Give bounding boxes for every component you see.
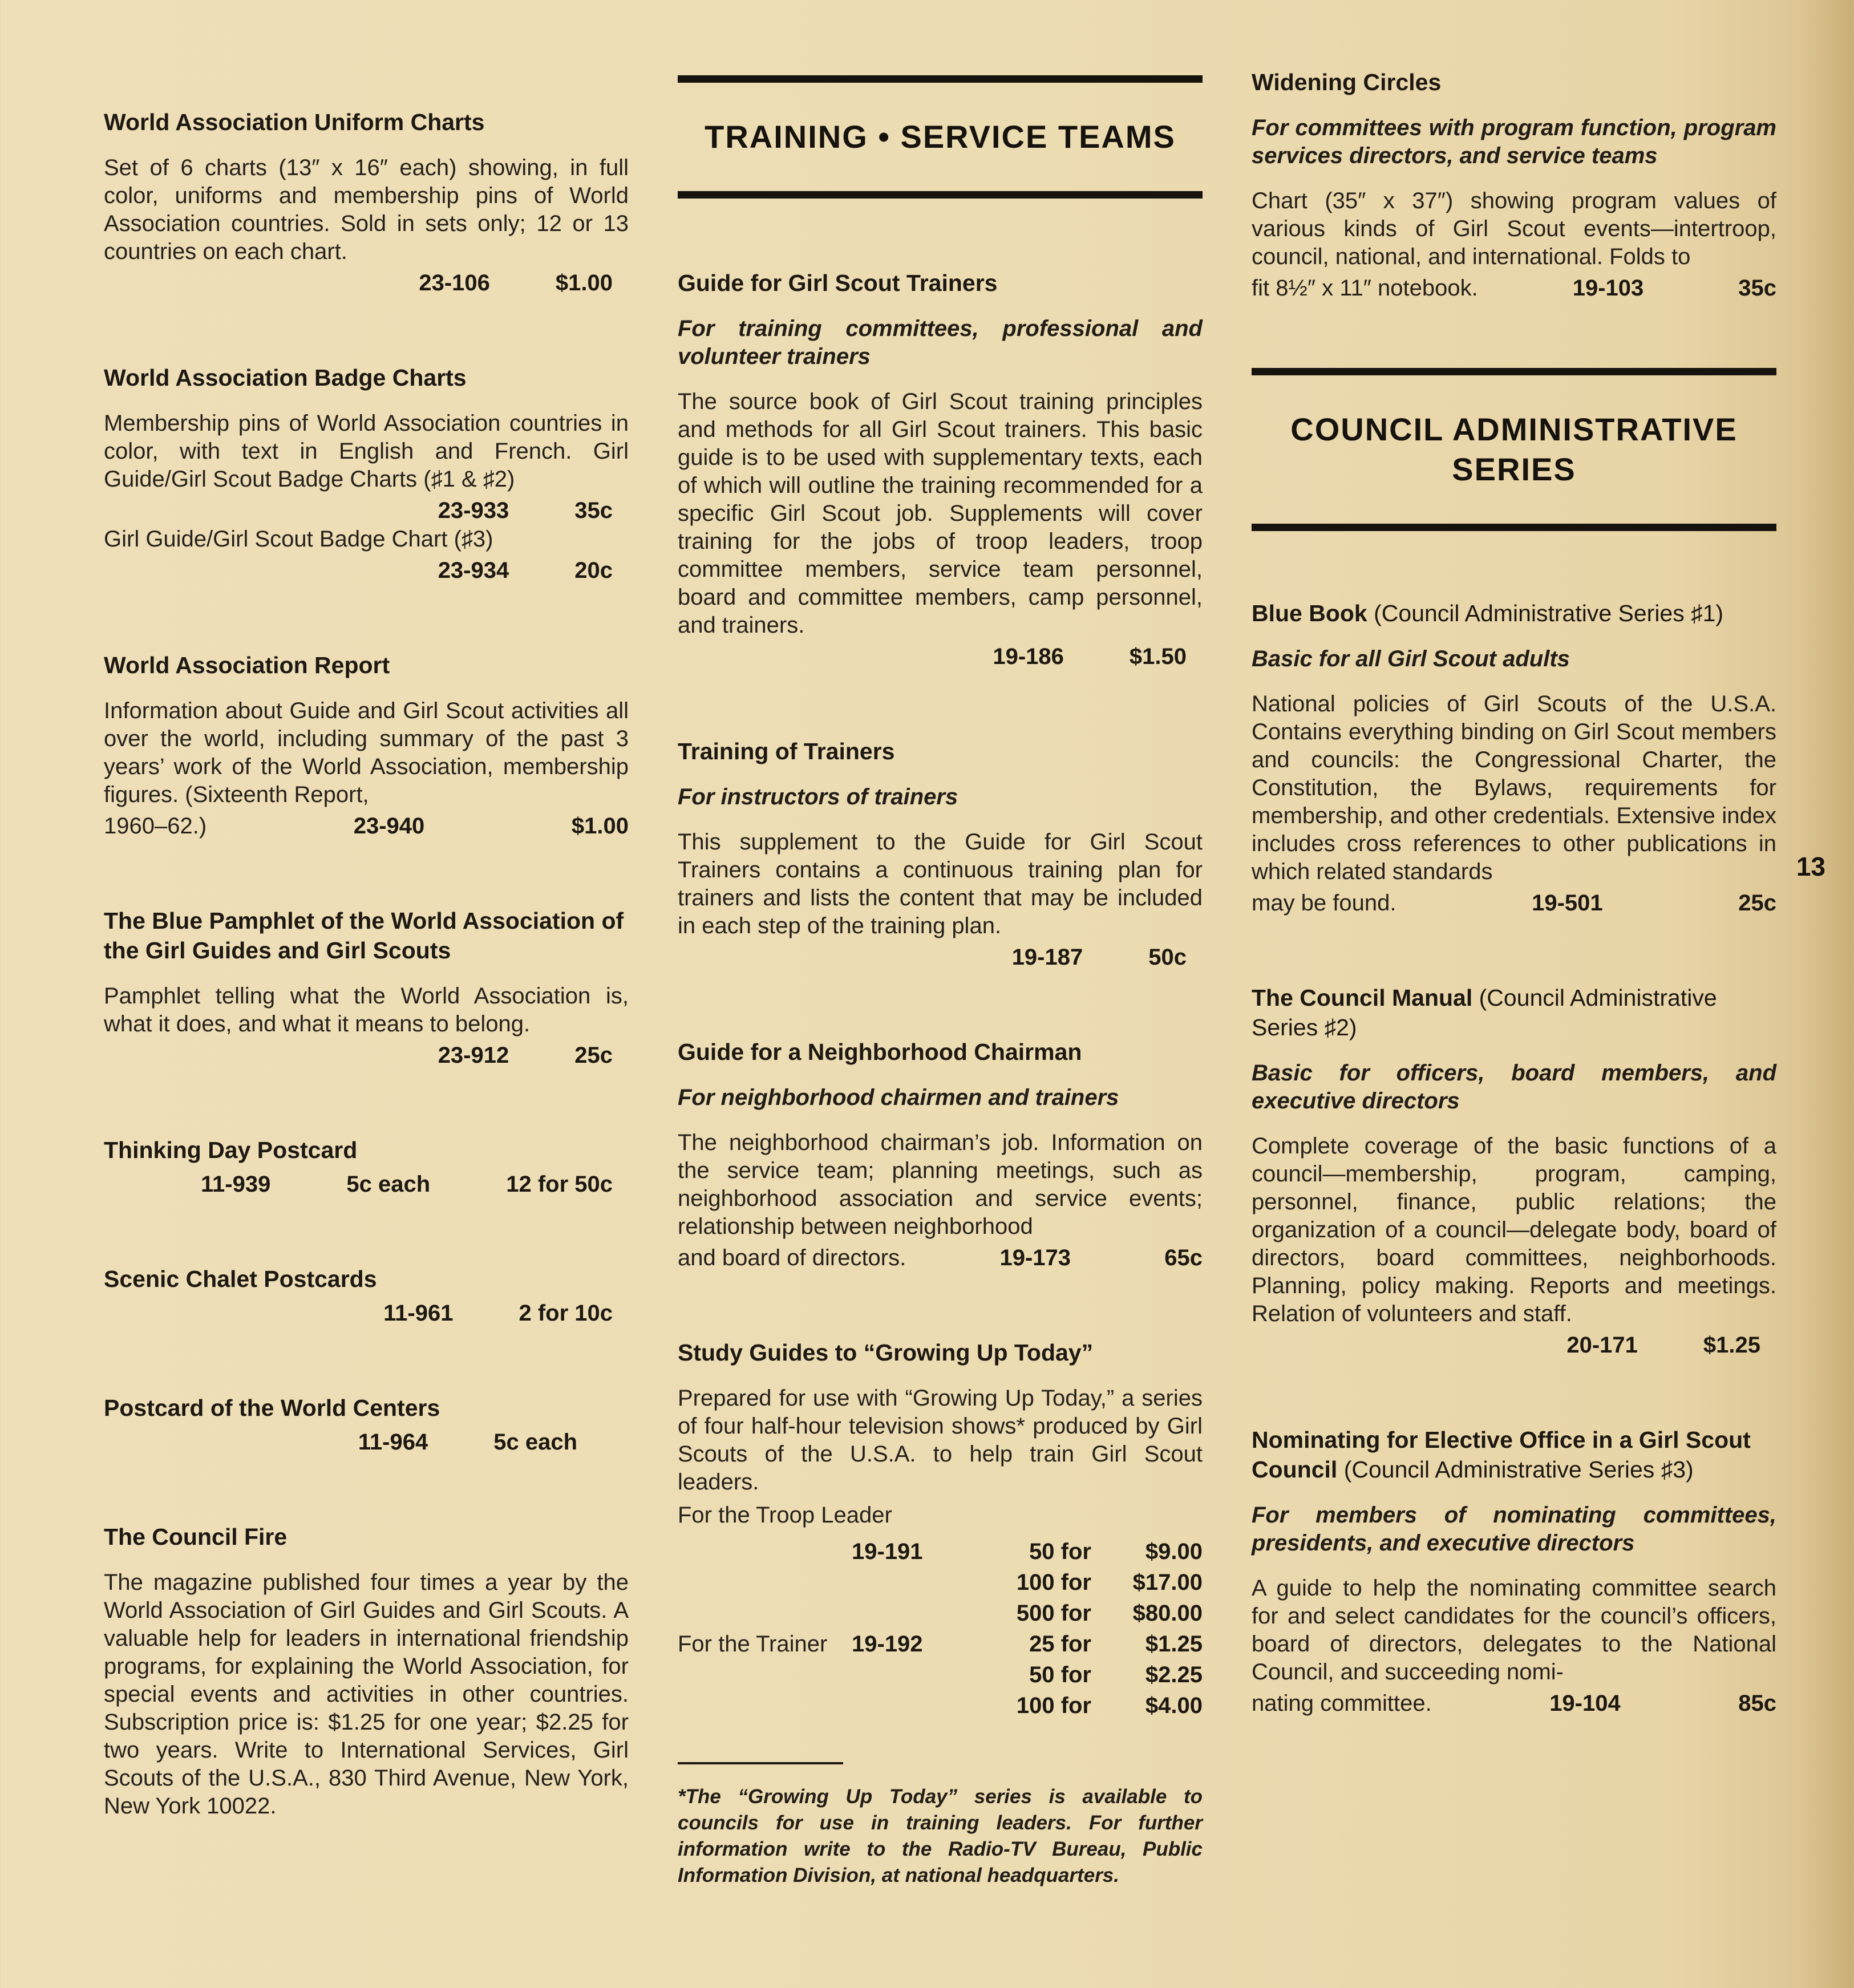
section-title: Guide for a Neighborhood Chairman	[678, 1039, 1082, 1065]
section-council-fire	[104, 1522, 629, 1820]
horizontal-rule	[678, 191, 1203, 199]
title-series: (Council Administrative Series ♯3)	[1337, 1456, 1694, 1483]
price: $17.00	[1132, 1570, 1203, 1595]
price-row	[678, 942, 1203, 972]
row-label: For the Trainer	[678, 1631, 828, 1657]
catalog-code: 23-106	[419, 270, 490, 295]
quantity: 25 for	[1029, 1631, 1091, 1657]
section-audience: For neighborhood chairmen and trainers	[678, 1085, 1119, 1110]
price: $1.50	[1129, 644, 1187, 669]
body-tail: fit 8½″ x 11″ notebook.	[1252, 276, 1478, 301]
row-label	[678, 1690, 852, 1721]
title-bold: Blue Book	[1252, 600, 1367, 626]
catalog-code: 19-501	[1532, 890, 1603, 916]
horizontal-rule	[678, 75, 1203, 83]
section-title: World Association Badge Charts	[104, 365, 467, 391]
price: $2.25	[1145, 1662, 1203, 1687]
title-series: (Council Administrative Series ♯1)	[1367, 600, 1724, 626]
catalog-code	[852, 1659, 969, 1690]
catalog-code: 19-104	[1549, 1691, 1621, 1716]
catalog-code: 19-191	[852, 1539, 923, 1564]
section-audience: Basic for officers, board members, and executive directors	[1252, 1060, 1776, 1114]
section-body: Pamphlet telling what the World Association is, what it does, and what it means to belong.	[104, 983, 629, 1036]
catalog-code: 23-933	[438, 498, 509, 523]
section-title: Training of Trainers	[678, 738, 895, 764]
price-row	[104, 556, 629, 585]
section-title	[1252, 598, 1776, 628]
price-table-row	[678, 1536, 1203, 1567]
section-study-guides	[678, 1338, 1203, 1889]
body-tail: nating committee.	[1252, 1691, 1432, 1716]
price: 35c	[1738, 276, 1776, 301]
catalog-code: 19-187	[1011, 945, 1083, 970]
section-audience: Basic for all Girl Scout adults	[1252, 646, 1570, 671]
price-row	[678, 1243, 1203, 1273]
section-title	[1252, 983, 1776, 1042]
middle-column	[678, 34, 1203, 1954]
section-training-of-trainers	[678, 736, 1203, 972]
council-administrative-series-header	[1252, 368, 1776, 531]
quantity: 500 for	[1016, 1601, 1091, 1626]
section-title: World Association Uniform Charts	[104, 109, 485, 135]
price: 20c	[574, 558, 613, 583]
price-table-row	[678, 1629, 1203, 1659]
catalog-code: 19-192	[852, 1631, 923, 1657]
price: 5c each	[493, 1430, 577, 1455]
section-blue-book	[1252, 598, 1776, 918]
catalog-code	[852, 1598, 969, 1629]
section-body: The neighborhood chairman’s job. Information on the service team; planning meetings, such as neighborhood association and service events; relationship between neighborhood	[678, 1130, 1203, 1239]
price: $4.00	[1145, 1693, 1203, 1718]
quantity: 50 for	[1029, 1662, 1091, 1687]
section-title: Study Guides to “Growing Up Today”	[678, 1339, 1094, 1366]
section-neighborhood-chairman	[678, 1037, 1203, 1273]
row-label	[678, 1567, 852, 1598]
price: $1.25	[1703, 1333, 1760, 1358]
section-world-association-uniform-charts	[104, 107, 629, 298]
price-row	[1252, 888, 1776, 918]
catalog-code: 20-171	[1566, 1333, 1638, 1358]
price: 85c	[1738, 1691, 1776, 1716]
body-tail: may be found.	[1252, 890, 1396, 916]
price-row	[104, 1298, 629, 1328]
row-label	[678, 1659, 852, 1690]
catalog-code: 23-912	[438, 1043, 509, 1068]
row-label	[678, 1598, 852, 1629]
horizontal-rule	[1252, 368, 1776, 375]
price-table-row	[678, 1598, 1203, 1629]
title-bold: The Council Manual	[1252, 985, 1473, 1011]
column-header-title: COUNCIL ADMINISTRATIVE SERIES	[1290, 411, 1738, 487]
price: $1.00	[555, 270, 613, 295]
section-body: The source book of Girl Scout training principles and methods for all Girl Scout trainers. This basic guide is to be used with supplementary texts, each of which will outline the training recommended for a specific Girl Scout job. Supplements will cover training for the jobs of troop leaders, troop committee members, service team personnel, board and committee members, camp personnel, and trainers.	[678, 389, 1203, 638]
price: 25c	[574, 1043, 613, 1068]
catalog-code: 19-103	[1572, 276, 1644, 301]
catalog-code: 19-186	[993, 644, 1064, 669]
section-title: Postcard of the World Centers	[104, 1395, 440, 1421]
section-body: National policies of Girl Scouts of the U.S.A. Contains everything binding on Girl Scout members and councils: the Congressional Charter, the Constitution, the Bylaws, requirements for membership, and other credentials. Extensive index includes cross references to other publications in which related standards	[1252, 691, 1776, 884]
price-row	[1252, 273, 1776, 303]
right-column	[1252, 34, 1776, 1954]
row-label	[678, 1536, 852, 1567]
section-audience: For members of nominating committees, presidents, and executive directors	[1252, 1503, 1776, 1556]
horizontal-rule	[1252, 524, 1776, 531]
section-title	[1252, 1425, 1776, 1484]
study-guides-price-table	[678, 1536, 1203, 1721]
price-row	[104, 1427, 629, 1457]
page-number: 13	[1796, 852, 1825, 881]
column-header-title: TRAINING • SERVICE TEAMS	[705, 119, 1176, 155]
body-tail: and board of directors.	[678, 1245, 906, 1270]
catalog-code: 19-173	[999, 1245, 1071, 1270]
study-guides-troop-leader-label: For the Troop Leader	[678, 1503, 892, 1528]
catalog-code: 11-961	[383, 1301, 454, 1326]
price: $1.25	[1145, 1631, 1203, 1657]
quantity: 50 for	[1029, 1539, 1091, 1564]
title-bold: Nominating for Elective Office in a Girl Scout Council	[1252, 1427, 1751, 1483]
section-world-association-badge-charts	[104, 363, 629, 585]
price: 2 for 10c	[519, 1301, 613, 1326]
price-row	[1252, 1689, 1776, 1718]
section-world-association-report	[104, 650, 629, 841]
section-body: The magazine published four times a year by the World Association of Girl Guides and Girl Scouts. A valuable help for leaders in international friendship programs, for explaining the World Association, for special events and activities in other countries. Subscription price is: $1.25 for one year; $2.25 for two years. Write to International Services, Girl Scouts of the U.S.A., 830 Third Avenue, New York, New York 10022.	[104, 1570, 629, 1819]
price-row	[678, 642, 1203, 671]
section-title: The Blue Pamphlet of the World Association of the Girl Guides and Girl Scouts	[104, 908, 624, 963]
price: 5c each	[346, 1172, 431, 1197]
section-audience: For training committees, professional and volunteer trainers	[678, 316, 1203, 369]
section-title: The Council Fire	[104, 1524, 288, 1550]
price: 25c	[1738, 890, 1776, 916]
price: $80.00	[1132, 1601, 1203, 1626]
section-body: Chart (35″ x 37″) showing program values of various kinds of Girl Scout events—intertroop, council, national, and international. Folds to	[1252, 188, 1776, 269]
title-series: (Council Administrative Series ♯2)	[1252, 985, 1717, 1040]
section-body: Girl Guide/Girl Scout Badge Chart (♯3)	[104, 527, 493, 552]
price-row	[104, 1169, 629, 1199]
section-title: Widening Circles	[1252, 69, 1442, 95]
price-row	[104, 1040, 629, 1070]
price-table-row	[678, 1567, 1203, 1598]
section-blue-pamphlet	[104, 906, 629, 1070]
footnote: *The “Growing Up Today” series is available to councils for use in training leaders. For further information write to the Radio-TV Bureau, Public Information Division, at national headquarters.	[678, 1785, 1203, 1886]
section-title: Scenic Chalet Postcards	[104, 1266, 377, 1292]
price: 35c	[574, 498, 613, 523]
price-row	[104, 496, 629, 525]
section-audience: For instructors of trainers	[678, 784, 958, 809]
section-body: This supplement to the Guide for Girl Scout Trainers contains a continuous training plan for trainers and lists the content that may be included in each step of the training plan.	[678, 829, 1203, 938]
catalog-code	[852, 1567, 969, 1598]
section-guide-for-trainers	[678, 268, 1203, 671]
quantity: 100 for	[1016, 1570, 1091, 1595]
price: 50c	[1148, 945, 1187, 970]
price: $9.00	[1145, 1539, 1203, 1564]
quantity: 100 for	[1016, 1693, 1091, 1718]
section-body: Set of 6 charts (13″ x 16″ each) showing, in full color, uniforms and membership pins of World Association countries. Sold in sets only; 12 or 13 countries on each chart.	[104, 155, 629, 264]
left-column	[104, 34, 629, 1954]
section-postcard-world-centers	[104, 1393, 629, 1457]
catalog-code: 23-934	[438, 558, 509, 583]
price-row	[1252, 1330, 1776, 1360]
section-council-manual	[1252, 983, 1776, 1360]
section-widening-circles	[1252, 67, 1776, 303]
section-body: Membership pins of World Association countries in color, with text in English and French. Girl Guide/Girl Scout Badge Charts (♯1 & ♯2)	[104, 411, 629, 492]
catalog-code: 11-964	[358, 1430, 428, 1455]
section-thinking-day-postcard	[104, 1135, 629, 1199]
training-service-teams-header	[678, 75, 1203, 199]
catalog-code: 11-939	[201, 1172, 271, 1197]
section-body: Information about Guide and Girl Scout activities all over the world, including summary of the past 3 years’ work of the World Association, membership figures. (Sixteenth Report,	[104, 698, 629, 807]
section-body: Prepared for use with “Growing Up Today,” a series of four half-hour television shows* produced by Girl Scouts of the U.S.A. to help train Girl Scout leaders.	[678, 1386, 1203, 1495]
catalog-code: 23-940	[353, 813, 425, 839]
section-audience: For committees with program function, program services directors, and service teams	[1252, 115, 1776, 168]
price: $1.00	[571, 813, 629, 839]
price-table-row	[678, 1690, 1203, 1721]
section-title: Thinking Day Postcard	[104, 1137, 358, 1163]
section-body: Complete coverage of the basic functions of a council—membership, program, camping, personnel, finance, public relations; the organization of a council—delegate body, board of directors, board committees, neighborhoods. Planning, policy making. Reports and meetings. Relation of volunteers and staff.	[1252, 1133, 1776, 1326]
price-table-row	[678, 1659, 1203, 1690]
price: 65c	[1164, 1245, 1203, 1270]
price: 12 for 50c	[506, 1172, 613, 1197]
catalog-code	[852, 1690, 969, 1721]
section-scenic-chalet-postcards	[104, 1264, 629, 1328]
body-tail: 1960–62.)	[104, 813, 207, 839]
price-row	[104, 811, 629, 841]
section-title: World Association Report	[104, 652, 390, 678]
footnote-rule	[678, 1762, 843, 1764]
section-body: A guide to help the nominating committee search for and select candidates for the council’s officers, board of directors, delegates to the National Council, and succeeding nomi-	[1252, 1576, 1776, 1685]
section-title: Guide for Girl Scout Trainers	[678, 270, 998, 296]
price-row	[104, 268, 629, 298]
section-nominating	[1252, 1425, 1776, 1718]
